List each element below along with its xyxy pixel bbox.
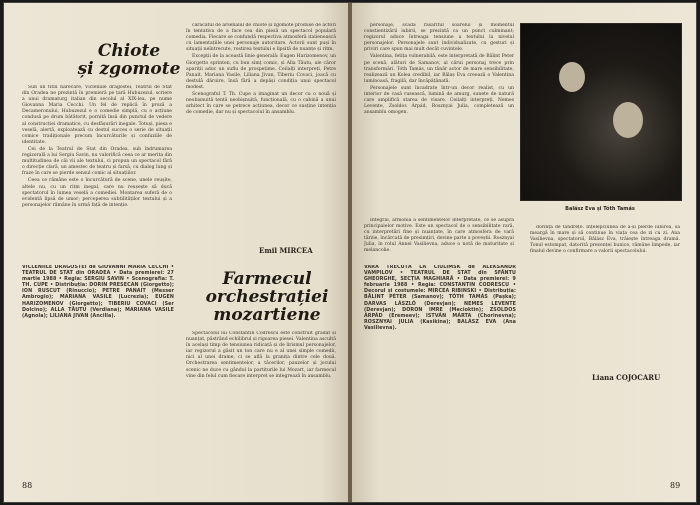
- magazine-spread: [4, 3, 696, 502]
- article-column: [186, 23, 336, 255]
- article-signature: Emil MIRCEA: [259, 246, 313, 255]
- left-page: [4, 3, 348, 502]
- paragraph: Scenograful T. Th. Cupe a imaginat un decor cu o nouă și neobișnuită tentă neobișnuită, funcțională, cu o cabină a unui arhitect în care se petrece acțiunea, decor ce susține intenția de comedie, dar nu și spectacolul în ansamblu.: [186, 92, 336, 116]
- stage-photo: [520, 23, 682, 201]
- page-number: 88: [22, 481, 33, 490]
- article-signature: Liana COJOCARU: [592, 373, 661, 382]
- page-number: 89: [670, 481, 681, 490]
- credits-block: [22, 265, 174, 465]
- paragraph: Sub un titlu narecare, Vicleniile dragostei, Teatrul de Stat din Oradea ne prezintă în premieră pe țară Hubuzezul, scriere a unui dramaturg italian din secolul al XIX-lea, pe nume Giovanna Maria Cecchi. Un fel de replică în proză a Decameronului, Hubuzezul e o comedie simplă, cu o acțiune condusă pe drum bătătorit, pornită însă din punctul de vedere al construcției dramatice, cu desfășurări inegale. Totuși, piesa e veselă, alertă, exploatează cu destul succes o serie de situații comice tradiționale precum încurcăturile și confuziile de identitate.: [22, 85, 172, 145]
- photo-caption: Balász Eva și Tóth Tamás: [565, 206, 635, 212]
- paragraph: Personajele sunt încadrate într-un decor realist, cu un interior de casă rusească, lumină de amurg, sunete de natură care amplifică starea de visare. Ceilalți interpreți, Nemes Levente, Zsoldos Árpád, Rosznyai Julia, completează un ansamblu omogen.: [364, 85, 514, 116]
- paragraph: Integral, armonia a sentimentelor interpretate, ce se asupra principalelor motive. Este un spectacol de o sensibilitate rară, cu interpretări fine și nuanțate, în care atmosfera de vară târzie, încărcată de presimțiri, devine parte a poveștii. Rosznyai Julia, în rolul Annei Vasilievna, aduce o notă de maturitate și melancolie.: [364, 218, 514, 254]
- paragraph: Ceea ce rămâne este o încurcătură de scene, unele reușite, altele nu, cu un ritm inegal, care nu reușește să ducă spectatorul în lumea veselă a comediei. Montarea suferă de o evidentă lipsă de umor; perceperea subtilităților textului și a personajelor rămâne în urmă față de intenție.: [22, 178, 172, 208]
- paragraph: dorință de tandrețe. Înțelepciunea de a-și pierde iubirea, să meargă în mare și să continue în viața cea de zi cu zi. Ana Vasilievna, spectatorul, Bălász Eva, trăiește întreaga dramă. Tonul estompat, datorită prezenței bunice, rămâne limpede, iar finalul devine o confirmare a valorii spectacolului.: [530, 225, 680, 255]
- article-column: [530, 225, 680, 365]
- paragraph: Spectacolul lui Constantin Codrescu este construit gradat și nuanțat, păstrând echilibrul și rigoarea piesei. Valentina ascultă în același timp de tensiunea ridicată și de lirismul personajelor, iar regizorul a găsit un ton care nu e al unei simple comedii, nici al unei drame, ci se află la granița dintre cele două. Orchestrarea sentimentelor, a tăcerilor, pauzelor și jocului scenic ne duce cu gândul la partiturile lui Mozart, iar farmecul vine din felul cum fiecare interpret se integrează în ansamblu.: [186, 331, 336, 379]
- paragraph: personaje, scadă răsăritul soarelui și momentul constientizării iubirii, se prezintă ca un punct culminant; regizorul aduce întreaga tensiune a textului la nivelul personajelor. Personajele sunt individualizate, cu gesturi și priviri care spun mai mult decât cuvintele.: [364, 23, 514, 53]
- article-column: [364, 218, 514, 258]
- paragraph: Valentina, fetița vulnerabilă, este interpretată de Bălint Peter pe scenă, alături de Samanov, al cărui personaj trece prin transformări. Tóth Tamás, un tânăr actor de mare sensibilitate, realizează un Kolea credibil, iar Bălaș Eva creează o Valentina luminoasă, fragilă, dar încăpățânată.: [364, 54, 514, 84]
- article-title-farmecul: Farmecul orchestrației mozartiene: [205, 269, 329, 325]
- paragraph: caracatul de arsenalul de chiote și zgomote produse de actori în tentativa de a face cea din piesă un spectacol populară comedia. Fiecare se confundă respectiva atmosferă italienească cu lamentațiile unei personaje autoritare. Actorii sunt puși în situații neîntrecute, rostirea textului e lipsită de nuanțe și ritm.: [186, 23, 336, 53]
- article-column: [22, 85, 172, 255]
- credits-text: VARA TRECUTĂ LA CIULIMSK de ALEKSANDR VAMPILOV • TEATRUL DE STAT din SFÂNTU GHEORGHE, SECȚIA MAGHIARĂ • Data premierei: 9 februarie 1988 • Regia: CONSTANTIN CODRESCU • Decorul și costumele: MIRCEA RIBINSKI • Distribuția: BĂLINT PÉTER (Samanov); TÓTH TAMÁS (Pașka); DARVAS LÁSZLÓ (Derevjan); NEMES LEVENTE (Derevjan); DORON IMRE (Mecioktin); ZSOLDOS ÁRPÁD (Eremeev); ISTVÁN MÁRTA (Chorinevna); ROSZNYAI JULIA (Kasikina); BALÁSZ EVA (Ana Vasilievna).: [364, 265, 516, 331]
- credits-block: [364, 265, 516, 415]
- article-title-chiote: Chiote și zgomote: [77, 41, 181, 79]
- paragraph: Cei de la Teatrul de Stat din Oradea, sub îndrumarea regizorală a lui Sergiu Savin, nu valorifică ceea ce ar merita din multitudinea de căi vii ale textului, ci propun un spectacol fără o direcție clară, un amestec de teatru și farsă, cu dialog lung și fraze în care se pierde sensul comic al situațiilor.: [22, 146, 172, 177]
- actress-face: [559, 62, 585, 92]
- credits-text: VICLENIILE DRAGOSTEI de GIOVANNI MARIA CECCHI • TEATRUL DE STAT din ORADEA • Data premierei: 27 martie 1988 • Regia: SERGIU SAVIN • Scenografia: T. TH. CUPE • Distribuția: DORIN PRESECAN (Giorgetto); ION RUSCUT (Rinuccio); PETRE PANAIT (Messer Ambrogio); MARIANA VASILE (Lucrezia); EUGEN HARIZOMENOV (Giorgetto); TIBERIU COVACI (Ser Dolcino); ALLA TĂUTU (Verdiana); MARIANA VASILE (Agnola); LILIANA JIVAN (Ancilla).: [22, 265, 174, 319]
- right-page: [352, 3, 696, 502]
- paragraph: Excepții de la această linie generală: Eugen Harizomenov, un Giorgetto sprinten, cu bun simț comic, și Alla Tăutu, ale căror apariții aduc un suflu de prospețime. Ceilalți interpreți, Petre Panait, Mariana Vasile, Liliana Jivan, Tiberiu Covaci, joacă cu destulă dăruire, însă fără a depăși condiția unui spectacol modest.: [186, 54, 336, 90]
- actor-face: [613, 102, 643, 138]
- article-column: [186, 331, 336, 471]
